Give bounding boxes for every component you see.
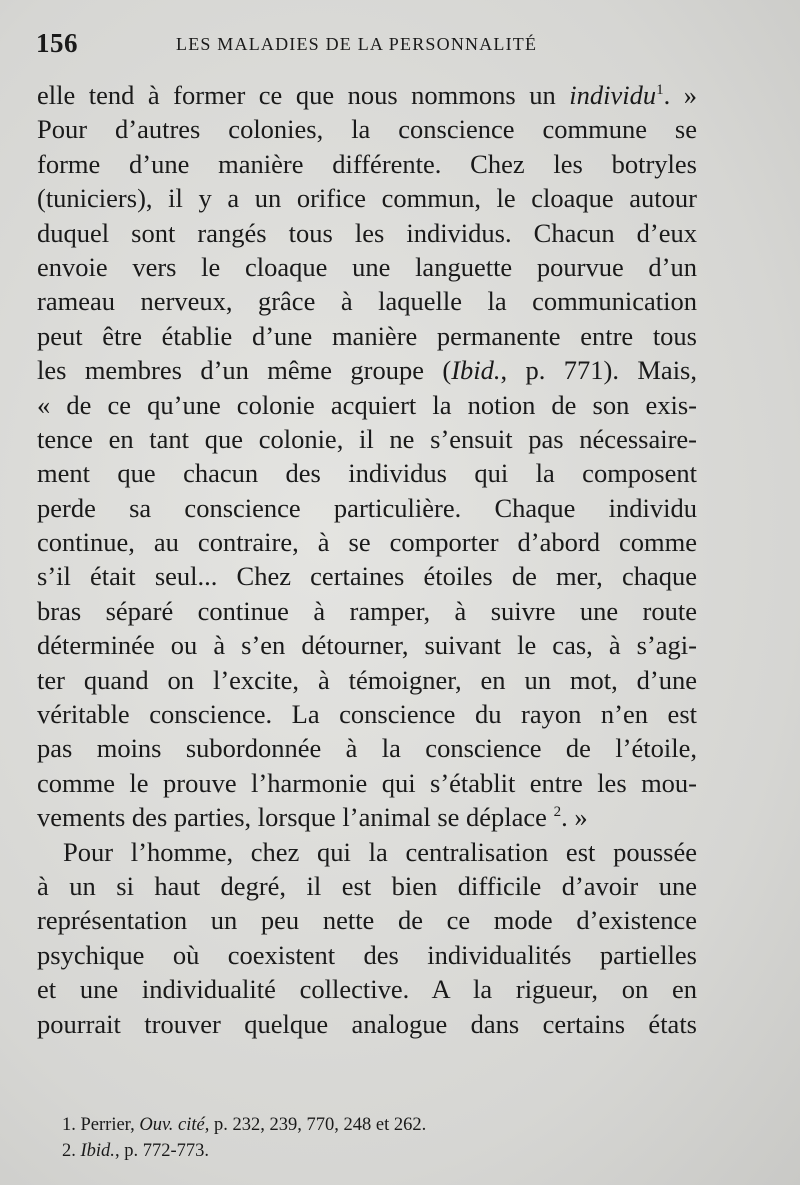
text-line: peut être établie d’une manière permanente entre tous: [37, 320, 697, 351]
text-line: ter quand on l’excite, à témoigner, en un mot, d’une: [37, 664, 697, 695]
text-line: et une individualité collective. A la rigueur, on en: [37, 974, 697, 1005]
footnote-marker: 2: [553, 804, 562, 821]
text-line: véritable conscience. La conscience du rayon n’en est: [37, 699, 697, 730]
text-line: bras séparé continue à ramper, à suivre une route: [37, 595, 697, 626]
text-line: [37, 800, 697, 834]
text-line: ment que chacun des individus qui la composent: [37, 458, 697, 489]
running-head: [36, 28, 706, 64]
page-number: 156: [36, 28, 78, 58]
text-line: perde sa conscience particulière. Chaque individu: [37, 492, 697, 523]
text-line: forme d’une manière différente. Chez les botryles: [37, 148, 697, 179]
text-span: , p. 772-773.: [114, 1141, 209, 1161]
text-span: . »: [663, 80, 697, 110]
italic-term: individu: [569, 80, 657, 110]
text-span: Perrier,: [75, 1115, 140, 1135]
text-span: les membres d’un même groupe (: [37, 355, 452, 386]
text-line: pas moins subordonnée à la conscience de l’étoile,: [37, 733, 697, 764]
footnote-number: 2.: [62, 1141, 76, 1161]
italic-reference: Ouv. cité: [139, 1115, 205, 1135]
footnotes: [62, 1112, 662, 1164]
italic-reference: Ibid.: [80, 1141, 115, 1161]
text-span: vements des parties, lorsque l’animal se déplace: [37, 802, 554, 833]
paragraph-first-line: Pour l’homme, chez qui la centralisation est poussée: [63, 836, 697, 867]
text-line: tence en tant que colonie, il ne s’ensuit pas nécessaire-: [37, 423, 697, 454]
footnote-2: [62, 1138, 662, 1164]
text-line: Pour d’autres colonies, la conscience commune se: [37, 114, 697, 145]
text-line: rameau nerveux, grâce à laquelle la communication: [37, 286, 697, 317]
italic-reference: Ibid.: [451, 355, 501, 386]
text-span: elle tend à former ce que nous nommons un: [37, 80, 570, 110]
text-span: . »: [561, 802, 588, 833]
text-line: pourrait trouver quelque analogue dans certains états: [37, 1008, 697, 1039]
text-line: comme le prouve l’harmonie qui s’établit entre les mou-: [37, 767, 697, 798]
footnote-1: [62, 1112, 662, 1138]
text-line: psychique où coexistent des individualités partielles: [37, 939, 697, 970]
text-line: déterminée ou à s’en détourner, suivant le cas, à s’agi-: [37, 630, 697, 661]
text-line: (tuniciers), il y a un orifice commun, le cloaque autour: [37, 183, 697, 214]
running-title: LES MALADIES DE LA PERSONNALITÉ: [176, 34, 538, 54]
text-line: à un si haut degré, il est bien difficile d’avoir une: [37, 870, 697, 901]
body-text: [37, 78, 697, 1041]
text-span: , p. 771). Mais,: [500, 355, 697, 386]
footnote-marker: 1: [656, 82, 664, 98]
text-span: , p. 232, 239, 770, 248 et 262.: [204, 1115, 427, 1135]
text-line: duquel sont rangés tous les individus. Chacun d’eux: [37, 217, 697, 248]
text-line: représentation un peu nette de ce mode d’existence: [37, 905, 697, 936]
text-line: « de ce qu’une colonie acquiert la notion de son exis-: [37, 389, 697, 420]
text-line: s’il était seul... Chez certaines étoiles de mer, chaque: [37, 561, 697, 592]
text-line: envoie vers le cloaque une languette pourvue d’un: [37, 251, 697, 282]
text-line: [37, 78, 697, 112]
footnote-number: 1.: [62, 1115, 76, 1135]
text-line: continue, au contraire, à se comporter d’abord comme: [37, 527, 697, 558]
text-line: [37, 353, 697, 387]
